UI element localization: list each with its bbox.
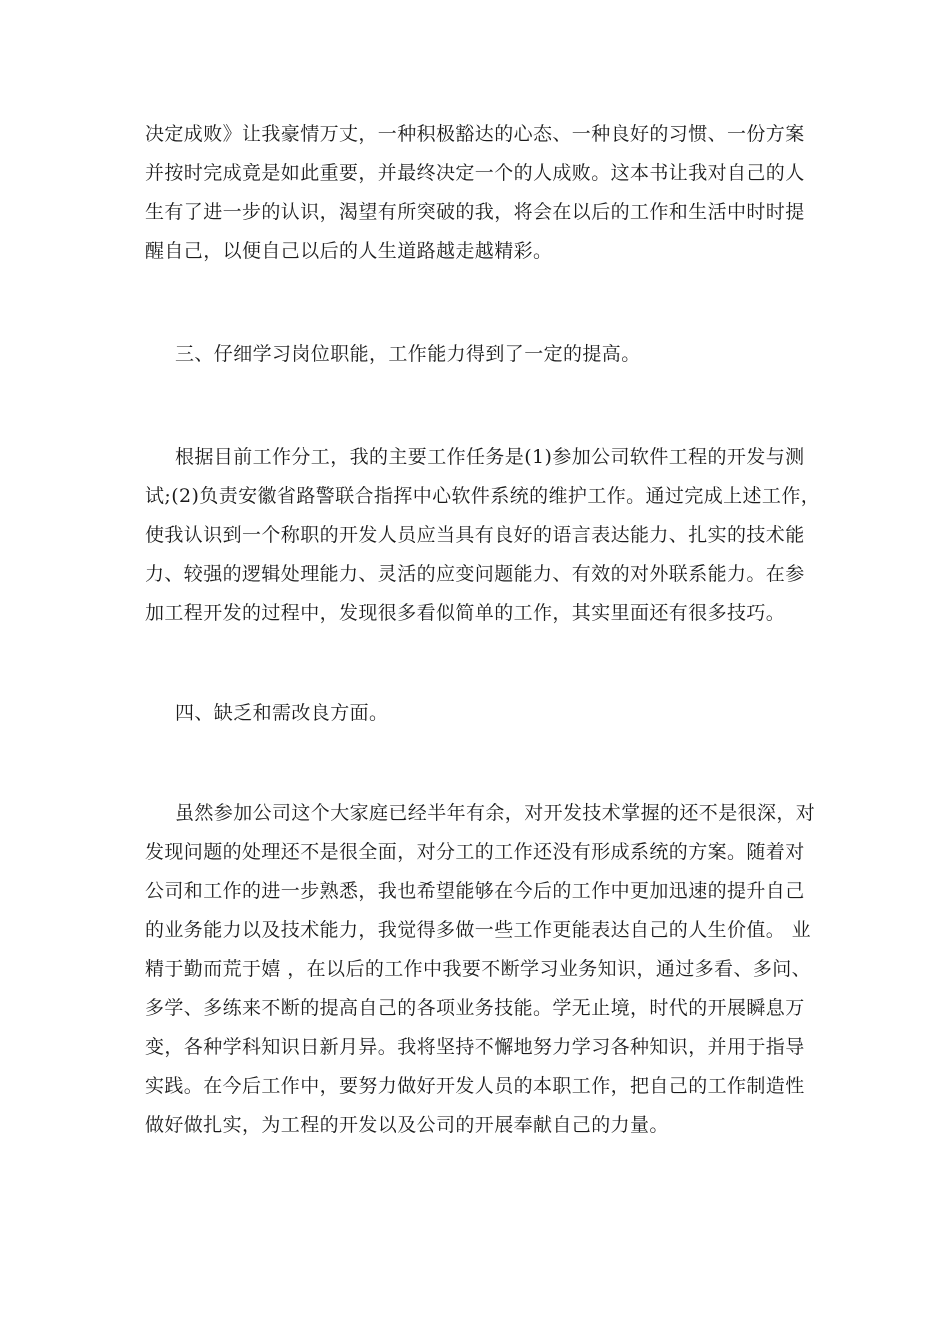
paragraph-line: 并按时完成竟是如此重要，并最终决定一个的人成败。这本书让我对自己的人 bbox=[145, 162, 805, 184]
paragraph-line: 变，各种学科知识日新月异。我将坚持不懈地努力学习各种知识，并用于指导 bbox=[145, 1036, 805, 1058]
paragraph-line: 使我认识到一个称职的开发人员应当具有良好的语言表达能力、扎实的技术能 bbox=[145, 524, 805, 546]
paragraph-line: 做好做扎实，为工程的开发以及公司的开展奉献自己的力量。 bbox=[145, 1114, 669, 1136]
paragraph-line: 发现问题的处理还不是很全面，对分工的工作还没有形成系统的方案。随着对 bbox=[145, 841, 805, 863]
paragraph-line: 加工程开发的过程中，发现很多看似简单的工作，其实里面还有很多技巧。 bbox=[145, 602, 786, 624]
section-heading-3: 三、仔细学习岗位职能，工作能力得到了一定的提高。 bbox=[175, 343, 641, 365]
paragraph-line: 力、较强的逻辑处理能力、灵活的应变问题能力、有效的对外联系能力。在参 bbox=[145, 563, 805, 585]
paragraph-line: 实践。在今后工作中，要努力做好开发人员的本职工作，把自己的工作制造性 bbox=[145, 1075, 805, 1097]
paragraph-line: 公司和工作的进一步熟悉，我也希望能够在今后的工作中更加迅速的提升自己 bbox=[145, 880, 805, 902]
paragraph-line: 决定成败》让我豪情万丈，一种积极豁达的心态、一种良好的习惯、一份方案 bbox=[145, 123, 805, 145]
paragraph-line: 虽然参加公司这个大家庭已经半年有余，对开发技术掌握的还不是很深，对 bbox=[175, 802, 816, 824]
paragraph-line: 精于勤而荒于嬉 ，在以后的工作中我要不断学习业务知识，通过多看、多问、 bbox=[145, 958, 812, 980]
paragraph-line: 根据目前工作分工，我的主要工作任务是(1)参加公司软件工程的开发与测 bbox=[175, 446, 805, 468]
paragraph-line: 多学、多练来不断的提高自己的各项业务技能。学无止境，时代的开展瞬息万 bbox=[145, 997, 805, 1019]
paragraph-line: 醒自己，以便自己以后的人生道路越走越精彩。 bbox=[145, 240, 553, 262]
section-heading-4: 四、缺乏和需改良方面。 bbox=[175, 702, 389, 724]
paragraph-line: 的业务能力以及技术能力，我觉得多做一些工作更能表达自己的人生价值。 业 bbox=[145, 919, 812, 941]
paragraph-line: 试;(2)负责安徽省路警联合指挥中心软件系统的维护工作。通过完成上述工作， bbox=[145, 485, 821, 507]
paragraph-line: 生有了进一步的认识，渴望有所突破的我，将会在以后的工作和生活中时时提 bbox=[145, 201, 805, 223]
